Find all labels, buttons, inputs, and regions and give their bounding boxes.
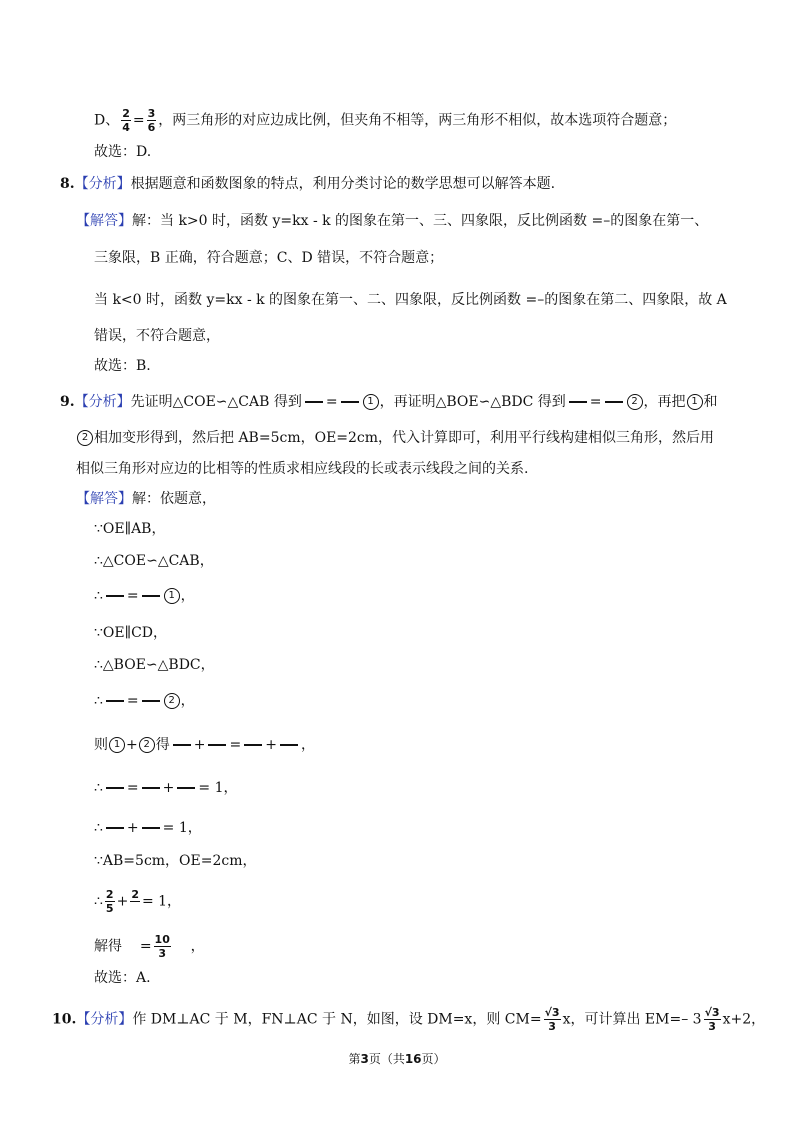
q9-step-5: ∴△BOE∽△BDC， — [94, 657, 215, 673]
option-label: D、 — [94, 112, 120, 129]
q9-solution-intro: 【解答】解：依题意， — [76, 491, 216, 507]
circled-number: 1 — [363, 394, 379, 410]
answer-9: 故选：A. — [94, 970, 151, 986]
q8-solution-line-4: 错误，不符合题意， — [94, 328, 220, 344]
fraction: $\frac{10}{3}$ — [154, 933, 170, 960]
q8-solution-line-3: 当 k<0 时，函数 y=kx - k 的图象在第一、二、四象限，反比例函数 =–的图象在第二、四象限，故 A — [94, 292, 727, 308]
q9-step-8: ∴ = + = 1， — [94, 780, 238, 796]
fraction: $\frac{√3}{3}$ — [544, 1006, 560, 1033]
q9-step-9: ∴ + = 1， — [94, 820, 202, 836]
analysis-tag: 【分析】 — [74, 176, 131, 192]
fraction-bar — [605, 401, 623, 403]
circled-number: 1 — [687, 394, 703, 410]
q9-analysis-line-3: 相似三角形对应边的比相等的性质求相应线段的长或表示线段之间的关系. — [76, 461, 529, 477]
q8-analysis-line: 8.【分析】根据题意和函数图象的特点，利用分类讨论的数学思想可以解答本题. — [60, 176, 556, 192]
equals-sign: = — [132, 112, 145, 129]
q9-step-3: ∴ = 1 ， — [94, 588, 195, 604]
fraction: $\frac{2}{4}$ — [122, 107, 130, 134]
circled-number: 2 — [627, 394, 643, 410]
q9-step-11: ∴ $\frac{2}{5}$ + 2 = 1， — [94, 888, 182, 915]
q9-step-2: ∴△COE∽△CAB， — [94, 553, 214, 569]
fraction-bar — [341, 401, 359, 403]
q9-step-4: ∵OE∥CD， — [94, 625, 168, 641]
analysis-tag: 【分析】 — [76, 1011, 133, 1028]
page-footer: 第3页（共16页） — [348, 1052, 446, 1066]
fraction: $\frac{√3}{3}$ — [704, 1006, 720, 1033]
fraction: 2 — [131, 888, 139, 901]
q9-analysis-line-1: 9.【分析】先证明△COE∽△CAB 得到 = 1 ，再证明△BOE∽△BDC 得到 = 2 ，再把 1 和 — [60, 394, 718, 410]
fraction: $\frac{3}{6}$ — [147, 107, 156, 134]
q9-step-6: ∴ = 2 ， — [94, 693, 195, 709]
circled-number: 2 — [77, 430, 93, 446]
option-d-text: ，两三角形的对应边成比例，但夹角不相等，两三角形不相似，故本选项符合题意； — [158, 112, 677, 129]
answer-8: 故选：B. — [94, 358, 151, 374]
q9-step-12: 解得 = $\frac{10}{3}$ ， — [94, 933, 205, 960]
fraction-bar — [569, 401, 587, 403]
q8-solution-line-2: 三象限，B 正确，符合题意；C、D 错误，不符合题意； — [94, 250, 444, 266]
q10-analysis-line: 10.【分析】作 DM⊥AC 于 M，FN⊥AC 于 N，如图，设 DM=x，则 CM= $\frac{√3}{3}$ x，可计算出 EM=– 3 $\frac{√3}{3}$ x+2， — [52, 1006, 766, 1033]
q8-solution-line-1: 【解答】解：当 k>0 时，函数 y=kx - k 的图象在第一、三、四象限，反比例函数 =–的图象在第一、 — [76, 213, 709, 229]
answer-7: 故选：D. — [94, 144, 152, 160]
analysis-tag: 【分析】 — [74, 394, 131, 410]
total-pages-number: 16 — [404, 1052, 422, 1066]
answer-tag: 【解答】 — [76, 213, 132, 229]
fraction-bar — [305, 401, 323, 403]
q9-analysis-line-2: 2 相加变形得到，然后把 AB=5cm，OE=2cm，代入计算即可，利用平行线构建相似三角形，然后用 — [76, 428, 714, 448]
current-page-number: 3 — [360, 1052, 369, 1066]
q9-step-10: ∵AB=5cm，OE=2cm， — [94, 853, 257, 869]
answer-tag: 【解答】 — [76, 491, 132, 507]
fraction: $\frac{2}{5}$ — [105, 888, 114, 915]
q9-step-1: ∵OE∥AB， — [94, 521, 166, 537]
option-d-line — [94, 107, 676, 134]
q9-step-7: 则 1 + 2 得 + = + ， — [94, 737, 315, 753]
